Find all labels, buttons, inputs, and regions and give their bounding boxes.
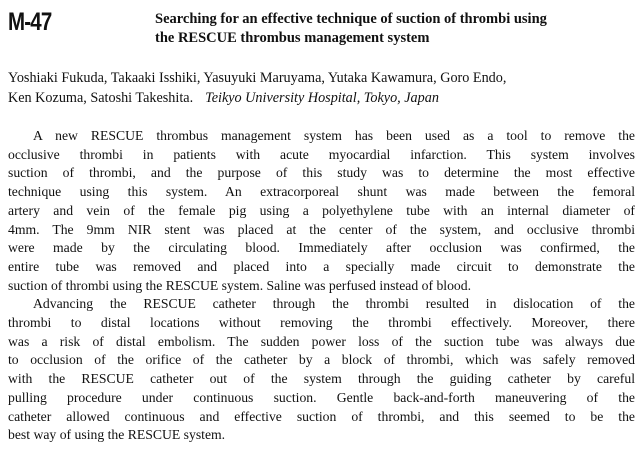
- abstract-title: [155, 10, 635, 48]
- body-line: 4mm. The 9mm NIR stent was placed at the center of the system, and occlusive thrombi: [8, 221, 635, 237]
- title-line: the RESCUE thrombus management system: [155, 30, 430, 46]
- body-line: A new RESCUE thrombus management system has been used as a tool to remove the: [33, 128, 635, 143]
- body-line: to occlusion of the orifice of the catheter by a block of thrombi, which was safely removed: [8, 352, 635, 368]
- body-line: Advancing the RESCUE catheter through the thrombi resulted in dislocation of the: [33, 296, 635, 312]
- body-line: technique using this system. An extracorporeal shunt was made between the femoral: [8, 184, 635, 200]
- body-line: occlusive thrombi in patients with acute myocardial infarction. This system involves: [8, 146, 635, 162]
- body-line: best way of using the RESCUE system.: [8, 427, 226, 443]
- paragraph: [8, 127, 635, 295]
- body-line: entire tube was removed and placed into a specially made circuit to demonstrate the: [8, 258, 635, 274]
- body-line: pulling procedure under continuous suction. Gentle back-and-forth maneuvering of the: [8, 389, 635, 405]
- authors-line: [8, 88, 636, 108]
- body-line: was a risk of distal embolism. The sudden power loss of the suction tube was always due: [8, 333, 635, 349]
- authors-line: Yoshiaki Fukuda, Takaaki Isshiki, Yasuyuki Maruyama, Yutaka Kawamura, Goro Endo,: [8, 70, 507, 86]
- body-line: suction of thrombi, and the purpose of this study was to determine the most effective: [8, 165, 635, 181]
- body-line: suction of thrombi using the RESCUE system. Saline was perfused instead of blood.: [8, 277, 472, 293]
- body-line: artery and vein of the female pig using a polyethylene tube with an internal diameter of: [8, 202, 635, 218]
- body-line: with the RESCUE catheter out of the system through the guiding catheter by careful: [8, 371, 635, 387]
- authors-names: Ken Kozuma, Satoshi Takeshita.: [8, 90, 194, 106]
- abstract-code: M-47: [8, 8, 52, 36]
- body-line: thrombi to distal locations without removing the thrombi effectively. Moreover, there: [8, 315, 635, 331]
- affiliation: Teikyo University Hospital, Tokyo, Japan: [205, 90, 439, 106]
- body-line: catheter allowed continuous and effective suction of thrombi, and this seemed to be the: [8, 408, 635, 424]
- body-line: were made by the circulating blood. Immediately after occlusion was confirmed, the: [8, 240, 635, 256]
- paragraph: [8, 295, 635, 445]
- title-line: Searching for an effective technique of suction of thrombi using: [155, 11, 547, 27]
- author-list: [8, 68, 636, 108]
- abstract-body: [8, 127, 635, 445]
